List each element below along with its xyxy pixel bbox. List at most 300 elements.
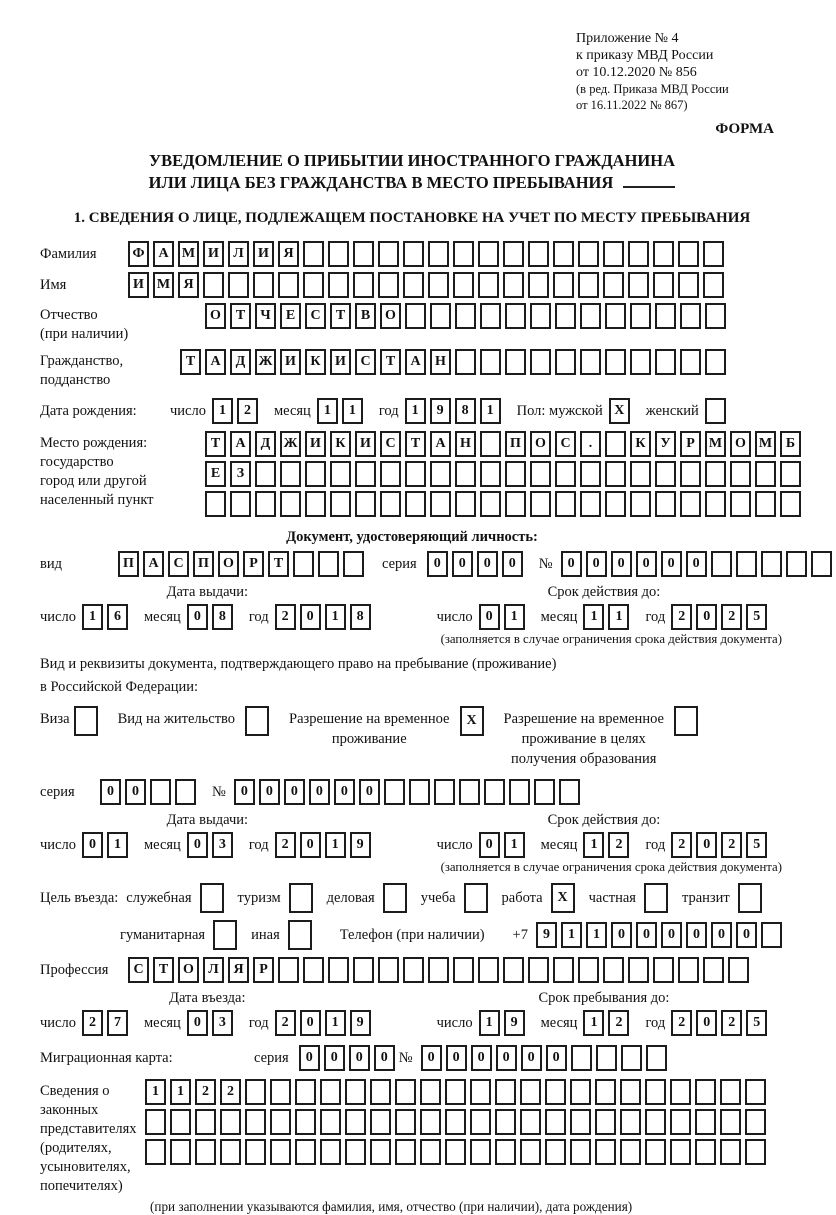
char-cell[interactable] bbox=[555, 461, 576, 487]
char-cell[interactable] bbox=[553, 272, 574, 298]
checkbox-cell[interactable]: X bbox=[460, 706, 484, 736]
char-cell[interactable] bbox=[280, 491, 301, 517]
char-cell[interactable]: 0 bbox=[586, 551, 607, 577]
char-cell[interactable] bbox=[445, 1139, 466, 1165]
char-cell[interactable] bbox=[736, 551, 757, 577]
char-cell[interactable]: О bbox=[730, 431, 751, 457]
entry-year-cells[interactable] bbox=[275, 1010, 375, 1036]
char-cell[interactable]: С bbox=[555, 431, 576, 457]
char-cell[interactable]: 0 bbox=[374, 1045, 395, 1071]
char-cell[interactable] bbox=[453, 272, 474, 298]
char-cell[interactable] bbox=[559, 779, 580, 805]
char-cell[interactable]: 0 bbox=[452, 551, 473, 577]
char-cell[interactable]: 0 bbox=[611, 922, 632, 948]
char-cell[interactable]: Р bbox=[253, 957, 274, 983]
char-cell[interactable]: Р bbox=[680, 431, 701, 457]
char-cell[interactable]: П bbox=[193, 551, 214, 577]
birth-year-cells[interactable] bbox=[405, 398, 505, 424]
char-cell[interactable]: Т bbox=[330, 303, 351, 329]
char-cell[interactable] bbox=[378, 272, 399, 298]
char-cell[interactable] bbox=[628, 241, 649, 267]
char-cell[interactable]: 0 bbox=[736, 922, 757, 948]
char-cell[interactable] bbox=[705, 461, 726, 487]
char-cell[interactable]: 1 bbox=[107, 832, 128, 858]
char-cell[interactable] bbox=[761, 922, 782, 948]
char-cell[interactable]: 1 bbox=[342, 398, 363, 424]
char-cell[interactable]: 0 bbox=[696, 832, 717, 858]
char-cell[interactable] bbox=[580, 303, 601, 329]
char-cell[interactable]: 0 bbox=[187, 1010, 208, 1036]
purpose-opt4-checkbox[interactable] bbox=[464, 883, 492, 913]
char-cell[interactable] bbox=[428, 957, 449, 983]
char-cell[interactable]: 7 bbox=[107, 1010, 128, 1036]
char-cell[interactable] bbox=[603, 272, 624, 298]
char-cell[interactable] bbox=[730, 461, 751, 487]
char-cell[interactable] bbox=[430, 461, 451, 487]
char-cell[interactable] bbox=[409, 779, 430, 805]
char-cell[interactable]: Т bbox=[230, 303, 251, 329]
char-cell[interactable] bbox=[653, 241, 674, 267]
char-cell[interactable]: 0 bbox=[234, 779, 255, 805]
char-cell[interactable] bbox=[420, 1109, 441, 1135]
char-cell[interactable] bbox=[578, 272, 599, 298]
char-cell[interactable]: И bbox=[280, 349, 301, 375]
char-cell[interactable] bbox=[403, 957, 424, 983]
char-cell[interactable] bbox=[378, 957, 399, 983]
char-cell[interactable] bbox=[680, 349, 701, 375]
expiry-day-cells[interactable] bbox=[479, 832, 529, 858]
char-cell[interactable] bbox=[570, 1139, 591, 1165]
entry-day-cells[interactable] bbox=[82, 1010, 132, 1036]
migration-number-cells[interactable] bbox=[421, 1045, 671, 1071]
char-cell[interactable] bbox=[345, 1079, 366, 1105]
temp-permit-checkbox[interactable] bbox=[460, 706, 488, 736]
char-cell[interactable] bbox=[495, 1109, 516, 1135]
char-cell[interactable] bbox=[370, 1139, 391, 1165]
birth-month-cells[interactable] bbox=[317, 398, 367, 424]
char-cell[interactable] bbox=[580, 461, 601, 487]
char-cell[interactable]: Б bbox=[780, 431, 801, 457]
char-cell[interactable] bbox=[455, 491, 476, 517]
char-cell[interactable] bbox=[503, 241, 524, 267]
char-cell[interactable] bbox=[370, 1079, 391, 1105]
char-cell[interactable] bbox=[470, 1079, 491, 1105]
char-cell[interactable]: 1 bbox=[325, 604, 346, 630]
checkbox-cell[interactable] bbox=[289, 883, 313, 913]
citizenship-cells[interactable] bbox=[180, 349, 730, 375]
char-cell[interactable]: 2 bbox=[275, 832, 296, 858]
representatives-row1[interactable] bbox=[145, 1079, 770, 1105]
char-cell[interactable] bbox=[630, 349, 651, 375]
char-cell[interactable] bbox=[305, 491, 326, 517]
char-cell[interactable]: К bbox=[630, 431, 651, 457]
char-cell[interactable]: Т bbox=[268, 551, 289, 577]
checkbox-cell[interactable] bbox=[464, 883, 488, 913]
char-cell[interactable] bbox=[570, 1079, 591, 1105]
char-cell[interactable] bbox=[295, 1109, 316, 1135]
char-cell[interactable] bbox=[245, 1109, 266, 1135]
char-cell[interactable] bbox=[678, 272, 699, 298]
char-cell[interactable]: Т bbox=[380, 349, 401, 375]
visa-checkbox[interactable] bbox=[74, 706, 102, 736]
char-cell[interactable]: 0 bbox=[259, 779, 280, 805]
char-cell[interactable] bbox=[220, 1109, 241, 1135]
char-cell[interactable] bbox=[720, 1109, 741, 1135]
char-cell[interactable]: 8 bbox=[350, 604, 371, 630]
char-cell[interactable] bbox=[630, 303, 651, 329]
char-cell[interactable] bbox=[495, 1079, 516, 1105]
char-cell[interactable] bbox=[655, 303, 676, 329]
char-cell[interactable]: 0 bbox=[479, 832, 500, 858]
char-cell[interactable] bbox=[170, 1109, 191, 1135]
char-cell[interactable]: И bbox=[355, 431, 376, 457]
char-cell[interactable] bbox=[403, 272, 424, 298]
char-cell[interactable]: 0 bbox=[611, 551, 632, 577]
char-cell[interactable] bbox=[434, 779, 455, 805]
char-cell[interactable]: 0 bbox=[421, 1045, 442, 1071]
char-cell[interactable] bbox=[430, 491, 451, 517]
char-cell[interactable]: 1 bbox=[212, 398, 233, 424]
char-cell[interactable]: 0 bbox=[521, 1045, 542, 1071]
char-cell[interactable] bbox=[145, 1139, 166, 1165]
char-cell[interactable] bbox=[345, 1109, 366, 1135]
char-cell[interactable] bbox=[578, 957, 599, 983]
char-cell[interactable]: 1 bbox=[608, 604, 629, 630]
char-cell[interactable]: 8 bbox=[212, 604, 233, 630]
phone-cells[interactable] bbox=[536, 922, 786, 948]
char-cell[interactable] bbox=[655, 491, 676, 517]
sex-male-checkbox[interactable] bbox=[609, 398, 634, 424]
char-cell[interactable] bbox=[455, 349, 476, 375]
char-cell[interactable] bbox=[470, 1109, 491, 1135]
char-cell[interactable]: 0 bbox=[299, 1045, 320, 1071]
char-cell[interactable] bbox=[780, 491, 801, 517]
char-cell[interactable] bbox=[505, 349, 526, 375]
char-cell[interactable] bbox=[653, 957, 674, 983]
char-cell[interactable]: 0 bbox=[686, 551, 707, 577]
expiry-year-cells[interactable] bbox=[671, 604, 771, 630]
char-cell[interactable]: 0 bbox=[561, 551, 582, 577]
char-cell[interactable] bbox=[420, 1079, 441, 1105]
char-cell[interactable]: С bbox=[355, 349, 376, 375]
char-cell[interactable]: 1 bbox=[583, 1010, 604, 1036]
char-cell[interactable]: Я bbox=[228, 957, 249, 983]
residence-series-cells[interactable] bbox=[100, 779, 200, 805]
char-cell[interactable]: 1 bbox=[504, 604, 525, 630]
checkbox-cell[interactable] bbox=[213, 920, 237, 950]
char-cell[interactable] bbox=[705, 398, 726, 424]
char-cell[interactable]: 2 bbox=[275, 604, 296, 630]
char-cell[interactable]: О bbox=[380, 303, 401, 329]
char-cell[interactable] bbox=[453, 957, 474, 983]
char-cell[interactable]: А bbox=[430, 431, 451, 457]
char-cell[interactable] bbox=[328, 957, 349, 983]
representatives-row3[interactable] bbox=[145, 1139, 770, 1165]
char-cell[interactable] bbox=[353, 272, 374, 298]
char-cell[interactable]: И bbox=[253, 241, 274, 267]
char-cell[interactable]: С bbox=[305, 303, 326, 329]
checkbox-cell[interactable] bbox=[245, 706, 269, 736]
char-cell[interactable]: П bbox=[118, 551, 139, 577]
char-cell[interactable] bbox=[595, 1079, 616, 1105]
char-cell[interactable]: 0 bbox=[125, 779, 146, 805]
birth-day-cells[interactable] bbox=[212, 398, 262, 424]
char-cell[interactable] bbox=[318, 551, 339, 577]
char-cell[interactable] bbox=[705, 303, 726, 329]
char-cell[interactable] bbox=[220, 1139, 241, 1165]
stay-day-cells[interactable] bbox=[479, 1010, 529, 1036]
representatives-row2[interactable] bbox=[145, 1109, 770, 1135]
char-cell[interactable]: 0 bbox=[427, 551, 448, 577]
char-cell[interactable]: 0 bbox=[661, 551, 682, 577]
char-cell[interactable]: К bbox=[330, 431, 351, 457]
char-cell[interactable]: Н bbox=[455, 431, 476, 457]
stay-year-cells[interactable] bbox=[671, 1010, 771, 1036]
char-cell[interactable]: Я bbox=[178, 272, 199, 298]
char-cell[interactable] bbox=[620, 1139, 641, 1165]
char-cell[interactable] bbox=[175, 779, 196, 805]
char-cell[interactable] bbox=[745, 1079, 766, 1105]
expiry-month-cells[interactable] bbox=[583, 604, 633, 630]
char-cell[interactable]: М bbox=[178, 241, 199, 267]
char-cell[interactable] bbox=[478, 241, 499, 267]
char-cell[interactable]: 5 bbox=[746, 604, 767, 630]
checkbox-cell[interactable] bbox=[383, 883, 407, 913]
char-cell[interactable]: 2 bbox=[721, 1010, 742, 1036]
char-cell[interactable] bbox=[195, 1139, 216, 1165]
char-cell[interactable]: Ф bbox=[128, 241, 149, 267]
char-cell[interactable]: 2 bbox=[721, 604, 742, 630]
char-cell[interactable] bbox=[620, 1079, 641, 1105]
char-cell[interactable] bbox=[245, 1079, 266, 1105]
purpose-opt6-checkbox[interactable] bbox=[644, 883, 672, 913]
birth-place-row2[interactable] bbox=[205, 461, 805, 487]
char-cell[interactable] bbox=[505, 461, 526, 487]
char-cell[interactable]: Т bbox=[180, 349, 201, 375]
char-cell[interactable] bbox=[303, 241, 324, 267]
char-cell[interactable] bbox=[380, 491, 401, 517]
char-cell[interactable] bbox=[305, 461, 326, 487]
stay-month-cells[interactable] bbox=[583, 1010, 633, 1036]
char-cell[interactable] bbox=[530, 349, 551, 375]
issue-month-cells[interactable] bbox=[187, 832, 237, 858]
char-cell[interactable] bbox=[728, 957, 749, 983]
char-cell[interactable] bbox=[520, 1139, 541, 1165]
char-cell[interactable] bbox=[255, 461, 276, 487]
char-cell[interactable]: 1 bbox=[325, 1010, 346, 1036]
char-cell[interactable]: 1 bbox=[479, 1010, 500, 1036]
char-cell[interactable]: А bbox=[153, 241, 174, 267]
char-cell[interactable] bbox=[786, 551, 807, 577]
char-cell[interactable] bbox=[355, 461, 376, 487]
char-cell[interactable]: 0 bbox=[696, 604, 717, 630]
char-cell[interactable]: 0 bbox=[696, 1010, 717, 1036]
checkbox-cell[interactable] bbox=[288, 920, 312, 950]
char-cell[interactable]: 3 bbox=[212, 832, 233, 858]
char-cell[interactable]: X bbox=[609, 398, 630, 424]
char-cell[interactable] bbox=[553, 957, 574, 983]
char-cell[interactable]: 3 bbox=[212, 1010, 233, 1036]
char-cell[interactable] bbox=[253, 272, 274, 298]
char-cell[interactable]: О bbox=[218, 551, 239, 577]
char-cell[interactable] bbox=[578, 241, 599, 267]
purpose-opt3-checkbox[interactable] bbox=[383, 883, 411, 913]
char-cell[interactable] bbox=[545, 1079, 566, 1105]
char-cell[interactable]: М bbox=[755, 431, 776, 457]
char-cell[interactable] bbox=[703, 957, 724, 983]
char-cell[interactable]: 0 bbox=[324, 1045, 345, 1071]
char-cell[interactable] bbox=[603, 241, 624, 267]
char-cell[interactable] bbox=[145, 1109, 166, 1135]
char-cell[interactable] bbox=[478, 957, 499, 983]
char-cell[interactable] bbox=[620, 1109, 641, 1135]
char-cell[interactable]: Т bbox=[405, 431, 426, 457]
char-cell[interactable] bbox=[755, 461, 776, 487]
char-cell[interactable] bbox=[628, 272, 649, 298]
char-cell[interactable] bbox=[445, 1079, 466, 1105]
char-cell[interactable]: 1 bbox=[405, 398, 426, 424]
checkbox-cell[interactable] bbox=[200, 883, 224, 913]
char-cell[interactable]: 0 bbox=[479, 604, 500, 630]
char-cell[interactable] bbox=[230, 491, 251, 517]
char-cell[interactable] bbox=[705, 349, 726, 375]
char-cell[interactable] bbox=[380, 461, 401, 487]
char-cell[interactable] bbox=[480, 431, 501, 457]
char-cell[interactable]: 0 bbox=[300, 604, 321, 630]
char-cell[interactable] bbox=[470, 1139, 491, 1165]
char-cell[interactable] bbox=[303, 957, 324, 983]
issue-year-cells[interactable] bbox=[275, 832, 375, 858]
purpose-opt9-checkbox[interactable] bbox=[288, 920, 316, 950]
char-cell[interactable]: 1 bbox=[145, 1079, 166, 1105]
char-cell[interactable] bbox=[303, 272, 324, 298]
char-cell[interactable]: У bbox=[655, 431, 676, 457]
issue-day-cells[interactable] bbox=[82, 604, 132, 630]
char-cell[interactable] bbox=[503, 272, 524, 298]
char-cell[interactable] bbox=[509, 779, 530, 805]
char-cell[interactable]: 9 bbox=[430, 398, 451, 424]
birth-place-row1[interactable] bbox=[205, 431, 805, 457]
char-cell[interactable]: Е bbox=[205, 461, 226, 487]
char-cell[interactable] bbox=[630, 491, 651, 517]
doc-number-cells[interactable] bbox=[561, 551, 836, 577]
char-cell[interactable]: 2 bbox=[608, 1010, 629, 1036]
char-cell[interactable] bbox=[480, 303, 501, 329]
char-cell[interactable] bbox=[255, 491, 276, 517]
char-cell[interactable] bbox=[705, 491, 726, 517]
char-cell[interactable]: 1 bbox=[561, 922, 582, 948]
migration-series-cells[interactable] bbox=[299, 1045, 399, 1071]
char-cell[interactable] bbox=[670, 1139, 691, 1165]
char-cell[interactable] bbox=[695, 1139, 716, 1165]
char-cell[interactable] bbox=[530, 303, 551, 329]
char-cell[interactable]: 0 bbox=[187, 832, 208, 858]
char-cell[interactable]: Т bbox=[153, 957, 174, 983]
char-cell[interactable]: 9 bbox=[536, 922, 557, 948]
char-cell[interactable]: 5 bbox=[746, 832, 767, 858]
char-cell[interactable] bbox=[580, 491, 601, 517]
expiry-month-cells[interactable] bbox=[583, 832, 633, 858]
doc-series-cells[interactable] bbox=[427, 551, 527, 577]
char-cell[interactable] bbox=[571, 1045, 592, 1071]
char-cell[interactable] bbox=[328, 241, 349, 267]
char-cell[interactable]: А bbox=[143, 551, 164, 577]
char-cell[interactable]: 2 bbox=[82, 1010, 103, 1036]
char-cell[interactable] bbox=[343, 551, 364, 577]
char-cell[interactable] bbox=[453, 241, 474, 267]
char-cell[interactable] bbox=[678, 241, 699, 267]
char-cell[interactable] bbox=[484, 779, 505, 805]
checkbox-cell[interactable] bbox=[738, 883, 762, 913]
char-cell[interactable]: Я bbox=[278, 241, 299, 267]
char-cell[interactable] bbox=[555, 491, 576, 517]
char-cell[interactable] bbox=[205, 491, 226, 517]
char-cell[interactable]: 2 bbox=[220, 1079, 241, 1105]
char-cell[interactable]: 0 bbox=[359, 779, 380, 805]
char-cell[interactable] bbox=[270, 1109, 291, 1135]
char-cell[interactable]: Р bbox=[243, 551, 264, 577]
char-cell[interactable] bbox=[595, 1139, 616, 1165]
char-cell[interactable] bbox=[278, 957, 299, 983]
char-cell[interactable] bbox=[595, 1109, 616, 1135]
char-cell[interactable]: 0 bbox=[446, 1045, 467, 1071]
char-cell[interactable]: О bbox=[178, 957, 199, 983]
char-cell[interactable] bbox=[605, 303, 626, 329]
purpose-opt1-checkbox[interactable] bbox=[200, 883, 228, 913]
char-cell[interactable] bbox=[384, 779, 405, 805]
char-cell[interactable]: И bbox=[330, 349, 351, 375]
char-cell[interactable]: 0 bbox=[636, 551, 657, 577]
char-cell[interactable]: 2 bbox=[195, 1079, 216, 1105]
char-cell[interactable] bbox=[403, 241, 424, 267]
birth-place-row3[interactable] bbox=[205, 491, 805, 517]
char-cell[interactable] bbox=[150, 779, 171, 805]
char-cell[interactable] bbox=[203, 272, 224, 298]
char-cell[interactable] bbox=[245, 1139, 266, 1165]
char-cell[interactable] bbox=[646, 1045, 667, 1071]
char-cell[interactable] bbox=[630, 461, 651, 487]
char-cell[interactable]: 2 bbox=[608, 832, 629, 858]
char-cell[interactable] bbox=[605, 461, 626, 487]
char-cell[interactable]: 1 bbox=[583, 832, 604, 858]
checkbox-cell[interactable]: X bbox=[551, 883, 575, 913]
char-cell[interactable]: 1 bbox=[317, 398, 338, 424]
char-cell[interactable] bbox=[645, 1109, 666, 1135]
purpose-opt5-checkbox[interactable] bbox=[551, 883, 579, 913]
char-cell[interactable] bbox=[628, 957, 649, 983]
char-cell[interactable]: 0 bbox=[502, 551, 523, 577]
char-cell[interactable]: А bbox=[230, 431, 251, 457]
char-cell[interactable] bbox=[555, 303, 576, 329]
char-cell[interactable]: 0 bbox=[471, 1045, 492, 1071]
char-cell[interactable]: 2 bbox=[721, 832, 742, 858]
char-cell[interactable]: 1 bbox=[583, 604, 604, 630]
char-cell[interactable] bbox=[755, 491, 776, 517]
char-cell[interactable] bbox=[328, 272, 349, 298]
purpose-opt7-checkbox[interactable] bbox=[738, 883, 766, 913]
char-cell[interactable] bbox=[545, 1109, 566, 1135]
char-cell[interactable]: 0 bbox=[82, 832, 103, 858]
char-cell[interactable]: 0 bbox=[496, 1045, 517, 1071]
char-cell[interactable] bbox=[503, 957, 524, 983]
char-cell[interactable] bbox=[270, 1139, 291, 1165]
purpose-opt2-checkbox[interactable] bbox=[289, 883, 317, 913]
char-cell[interactable]: 2 bbox=[275, 1010, 296, 1036]
char-cell[interactable]: 9 bbox=[350, 1010, 371, 1036]
char-cell[interactable] bbox=[605, 491, 626, 517]
char-cell[interactable]: Л bbox=[228, 241, 249, 267]
expiry-day-cells[interactable] bbox=[479, 604, 529, 630]
